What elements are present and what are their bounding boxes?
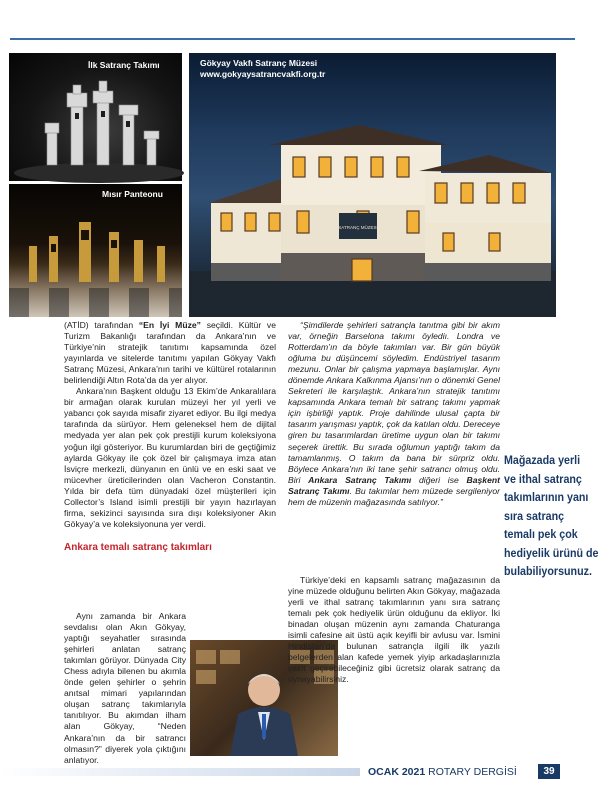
text-run: . Bu takımlar hem müzede sergileniyor hem de müzenin mağazasında satılıyor.” xyxy=(288,485,500,507)
egypt-pantheon-photo xyxy=(9,184,182,317)
paragraph: Aynı zamanda bir Ankara sevdalısı olan Akın Gökyay, yaptığı seyahatler sırasında şehirleri anlatan satranç takımları görüyor. Dünyada City Chess adıyla bilenen bu akımla önde gelen şehirler o şehrin anıtsal mimari yapılarından oluşan satranç takımlarıyla tanıtılıyor. Bu akımdan ilham alan Gökyay, “Neden Ankara’nın da bir satrancı olmasın?” diyerek yola çıktığını anlatıyor. xyxy=(64,611,186,765)
museum-photo xyxy=(189,53,556,317)
top-rule xyxy=(10,38,575,40)
chess-set-name: Ankara Satranç Takımı xyxy=(308,474,412,485)
article-column-right-lower xyxy=(288,575,500,685)
pull-quote-line: hediyelik ürünü de xyxy=(504,547,599,560)
chess-set-photo xyxy=(9,53,182,181)
article-column-left xyxy=(64,320,276,556)
egypt-pantheon-caption: Mısır Panteonu xyxy=(102,189,163,199)
pull-quote xyxy=(504,452,599,582)
chess-set-caption: İlk Satranç Takımı xyxy=(88,60,160,70)
text-run: “Şimdilerde şehirleri satrançla tanıtma gibi bir akım var, örneğin Barselona takımı öylediı. Londra ve Rotterdam’ın da böyle takımları var. Bir gün büyük oğluma bu düşüncemi söyledim. Endüstriyel tasarım mezunu. Onlar bir çalışma yapmaya başlamışlar. Aynı dönemde Ankara Kalkınma Ajansı’nın o dönemki Genel Sekreteri ile karşılaştık. Ankara’nın stratejik tanıtımı kapsamında Ankara temalı bir satranç takımı yapmak için işbirliği yaptık. Proje dahilinde ulusal çapta bir tasarım yarışması yaptık, çok da katılan oldu. Dereceye giren bu tasarımlardan üretime uygun olan bir takımı seçerek ürettik. Bu sırada oğlumun yaptığı takım da tamamlanmış. O takım da bana bir sürpriz oldu. Böylece Ankara’nın iki tane şehir satrancı olmuş oldu. Biri xyxy=(288,320,500,485)
chess-set-name: Başkent Satranç Takımı xyxy=(288,474,500,496)
pull-quote-line: sıra satranç xyxy=(504,510,565,523)
pull-quote-line: bulabiliyorsunuz. xyxy=(504,566,592,578)
museum-url: www.gokyaysatrancvakfi.org.tr xyxy=(200,69,326,79)
museum-building-illustration xyxy=(189,53,556,317)
magazine-name: ROTARY DERGİSİ xyxy=(428,766,517,778)
paragraph: Türkiye’deki en kapsamlı satranç mağazasının da yine müzede olduğunu belirten Akın Gökyay, mağazada yerli ve ithal satranç takımlarının yanı sıra satranç temalı pek çok hediyelik ürün olduğunu da ekliyor. İki binadan oluşan müzenin aynı zamanda Chaturanga isimli cafesine ait üstü açık keyifli bir avlusu var. İsmini Hindistan’da bulunan satrançla ilgili ilk yazılı belgelerden alan kafede yemek yiyip arkadaşlarınızla vakit geçirebileceğiniz gibi ücretsiz olarak satranç da oynayabilirsiniz. xyxy=(288,575,500,685)
pull-quote-line: Mağazada yerli xyxy=(504,455,581,467)
text-run: (ATİD) tarafından xyxy=(64,320,139,330)
museum-sign: SATRANÇ MÜZESİ xyxy=(338,225,378,230)
footer-text xyxy=(368,766,517,778)
museum-caption: Gökyay Vakfı Satranç Müzesi xyxy=(200,58,318,68)
issue-date: OCAK 2021 xyxy=(368,766,426,778)
section-heading: Ankara temalı satranç takımları xyxy=(64,541,212,553)
paragraph: Ankara’nın Başkent olduğu 13 Ekim’de Ankaralılara bir armağan olarak kurulan müzeyi her yıl yerli ve yabancı çok sayıda misafir ziyaret ediyor. Bu ilgi medya tarafında da sürüyor. Hem geleneksel hem de dijital medyada yer alan pek çok prestijli kurum koleksiyona yoğun ilgi gösteriyor. Bu kurumlardan biri de geçtiğimiz aylarda Gökyay ile çok özel bir çalışmaya imza atan İsviçre merkezli, dünyanın en ünlü ve en eski saat ve mücevher üreticilerinden olan Vacheron Constantin. Yılda bir defa tüm dünyadaki özel müşterileri için Collector’s Island isimli prestijli bir yayın hazırlayan firma, sekizinci sayısında sıra dışı koleksiyoner Akın Gökyay’a ve koleksiyonuna yer verdi. xyxy=(64,386,276,529)
chess-pieces-illustration xyxy=(9,53,182,181)
paragraph xyxy=(64,320,276,386)
text-run: seçildi. Kültür ve Turizm Bakanlığı tarafından da Ankara’nın ve Türkiye’nin stratejik tanıtımı kapsamında özel yayınlarda ve sitelerde tanıtımı yapılan Gökyay Vakfı Satranç Müzesi, Ankara’nın tarihi ve kültürel rotalarının belirlendiği Altın Rota’da da yer alıyor. xyxy=(64,320,276,386)
award-text: “En İyi Müze” xyxy=(138,320,201,330)
article-column-right xyxy=(288,320,500,508)
text-run: diğeri ise xyxy=(411,474,467,485)
page-number: 39 xyxy=(538,764,560,779)
pull-quote-line: temalı pek çok xyxy=(504,529,578,541)
article-column-left-lower xyxy=(64,611,186,766)
pull-quote-line: ve ithal satranç xyxy=(504,473,582,486)
paragraph xyxy=(288,320,500,508)
page-footer xyxy=(0,762,585,782)
pull-quote-line: takımlarının yanı xyxy=(504,492,589,504)
footer-bar xyxy=(0,768,360,776)
egyptian-pieces-illustration xyxy=(9,184,182,317)
